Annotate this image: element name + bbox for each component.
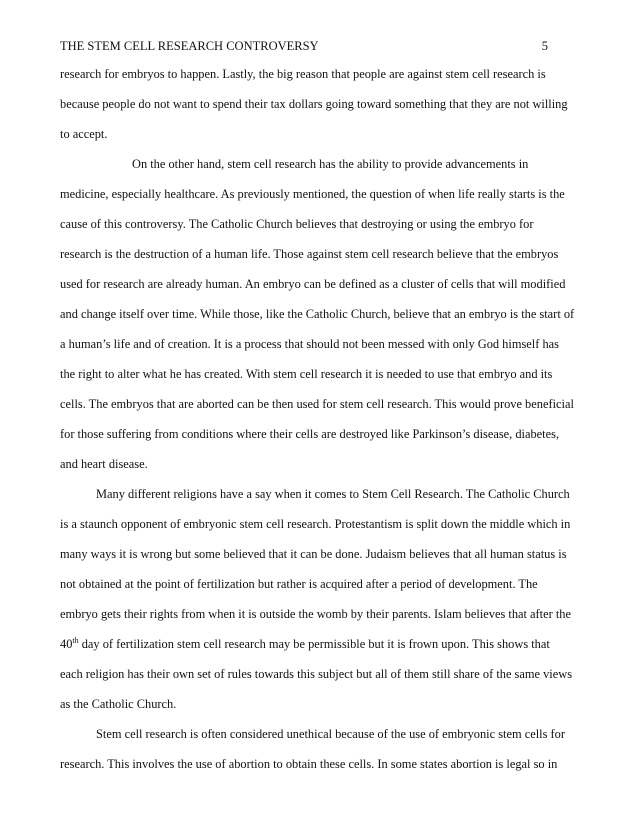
text-line: cells. The embryos that are aborted can be then used for stem cell research. This would prove beneficial: [60, 397, 574, 411]
text-line: for those suffering from conditions where their cells are destroyed like Parkinson’s disease, diabetes,: [60, 427, 560, 441]
ordinal-number: 40: [60, 637, 73, 651]
page-number: 5: [541, 39, 548, 53]
text-line: not obtained at the point of fertilization but rather is acquired after a period of development. The: [60, 577, 538, 591]
paragraph-first-line: On the other hand, stem cell research has the ability to provide advancements in: [132, 157, 529, 171]
text-line: research. This involves the use of abortion to obtain these cells. In some states abortion is legal so in: [60, 757, 558, 771]
text-line: research is the destruction of a human life. Those against stem cell research believe that the embryos: [60, 247, 559, 261]
text-line: many ways it is wrong but some believed that it can be done. Judaism believes that all human status is: [60, 547, 567, 561]
text-line: embryo gets their rights from when it is outside the womb by their parents. Islam believes that after the: [60, 607, 571, 621]
paragraph-first-line: Stem cell research is often considered unethical because of the use of embryonic stem cells for: [96, 727, 565, 741]
text-line: each religion has their own set of rules towards this subject but all of them still share of the same views: [60, 667, 573, 681]
text-line: used for research are already human. An embryo can be defined as a cluster of cells that will modified: [60, 277, 566, 291]
text-line: a human’s life and of creation. It is a process that should not been messed with only God himself has: [60, 337, 559, 351]
text-line: medicine, especially healthcare. As previously mentioned, the question of when life really starts is the: [60, 187, 565, 201]
running-head: THE STEM CELL RESEARCH CONTROVERSY: [60, 39, 319, 53]
text-line: is a staunch opponent of embryonic stem cell research. Protestantism is split down the middle which in: [60, 517, 571, 531]
text-line: the right to alter what he has created. With stem cell research it is needed to use that embryo and its: [60, 367, 553, 381]
body-text: [60, 63, 580, 783]
text-line-with-superscript: [60, 633, 580, 663]
text-line: and heart disease.: [60, 457, 148, 471]
page-header: [60, 36, 548, 56]
ordinal-suffix: th: [72, 635, 79, 645]
text-line: because people do not want to spend their tax dollars going toward something that they are not willing: [60, 97, 568, 111]
text-line: cause of this controversy. The Catholic Church believes that destroying or using the embryo for: [60, 217, 534, 231]
paragraph-first-line: Many different religions have a say when it comes to Stem Cell Research. The Catholic Church: [96, 487, 570, 501]
text-segment: day of fertilization stem cell research may be permissible but it is frown upon. This shows that: [78, 637, 550, 651]
text-line: as the Catholic Church.: [60, 697, 177, 711]
text-line: research for embryos to happen. Lastly, the big reason that people are against stem cell research is: [60, 67, 546, 81]
text-line: to accept.: [60, 127, 108, 141]
text-line: and change itself over time. While those, like the Catholic Church, believe that an embryo is the start of: [60, 307, 575, 321]
